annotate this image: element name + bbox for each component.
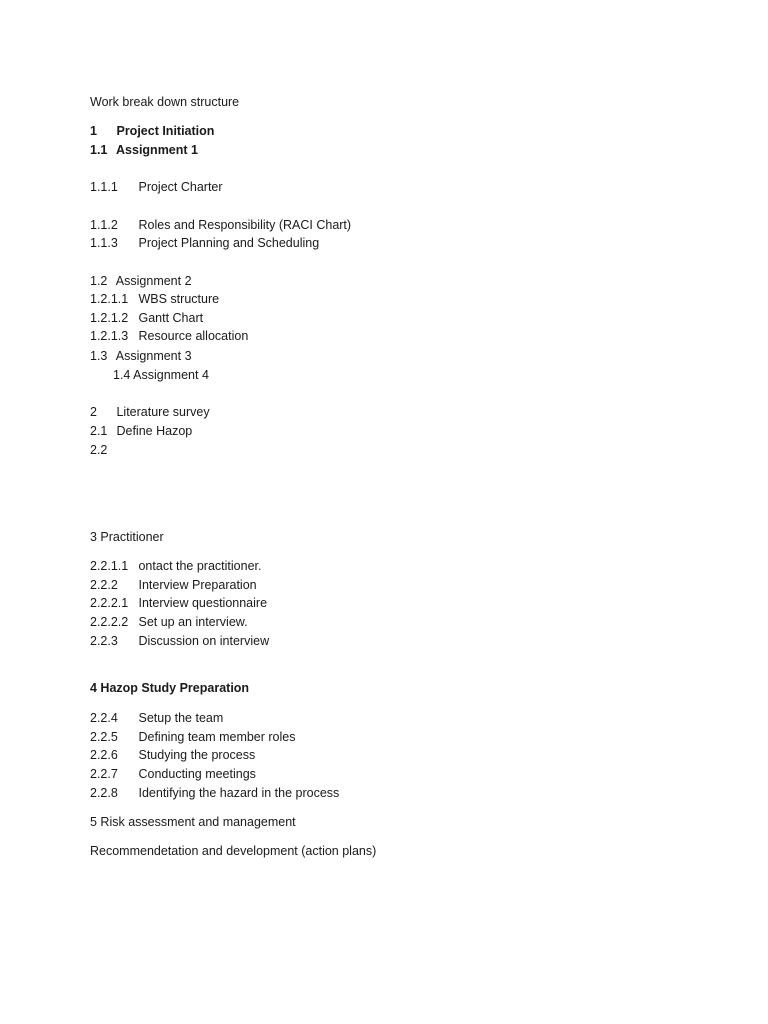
item-number: 1.2.1.2	[90, 311, 129, 325]
item-text: Setup the team	[138, 711, 224, 725]
item-number: 1.1.1	[90, 180, 118, 194]
item-text: Resource allocation	[138, 329, 249, 343]
heading-text: Project Initiation	[116, 124, 215, 138]
section-heading	[90, 529, 164, 545]
item-number: 2.2.2	[90, 578, 118, 592]
item-text: Discussion on interview	[138, 634, 270, 648]
item-number: 2.2.8	[90, 786, 118, 800]
list-item	[90, 235, 319, 251]
section-heading	[90, 680, 249, 696]
section-heading-text: Recommendetation and development (action plans)	[90, 844, 377, 858]
list-item	[90, 766, 256, 782]
item-text: Studying the process	[138, 748, 256, 762]
list-item	[113, 367, 209, 383]
section-heading-text: 4 Hazop Study Preparation	[90, 681, 250, 695]
list-item	[90, 710, 223, 726]
list-item	[90, 614, 248, 630]
item-text: Assignment 2	[115, 274, 192, 288]
item-number: 1.2.1.1	[90, 292, 129, 306]
list-item	[90, 273, 192, 289]
item-text: ontact the practitioner.	[138, 559, 262, 573]
list-item	[90, 785, 339, 801]
list-item	[90, 729, 296, 745]
list-item	[90, 217, 351, 233]
item-number: 2.1	[90, 424, 108, 438]
heading-number: 1.1	[90, 143, 108, 157]
list-item	[90, 404, 210, 420]
document-title: Work break down structure	[90, 95, 240, 109]
list-item	[90, 633, 269, 649]
item-number: 1.3	[90, 349, 108, 363]
item-text: Assignment 3	[115, 349, 192, 363]
section-heading	[90, 843, 376, 859]
list-item	[90, 328, 248, 344]
item-text: Project Planning and Scheduling	[138, 236, 320, 250]
item-number: 2.2.4	[90, 711, 118, 725]
heading-assignment-1	[90, 142, 198, 158]
heading-project-initiation	[90, 123, 214, 139]
item-text: Gantt Chart	[138, 311, 204, 325]
list-item	[90, 310, 203, 326]
item-text: WBS structure	[138, 292, 220, 306]
heading-text: Assignment 1	[116, 143, 198, 157]
list-item	[90, 558, 261, 574]
item-number: 2.2.2.1	[90, 596, 129, 610]
item-number: 2.2.7	[90, 767, 118, 781]
section-heading-text: 5 Risk assessment and management	[90, 815, 296, 829]
item-text: Define Hazop	[116, 424, 193, 438]
item-text: Set up an interview.	[138, 615, 248, 629]
item-number: 1.2	[90, 274, 108, 288]
item-text: Literature survey	[116, 405, 210, 419]
item-number: 1.2.1.3	[90, 329, 129, 343]
heading-number: 1	[90, 124, 97, 138]
item-number: 1.1.3	[90, 236, 118, 250]
section-heading-text: 3 Practitioner	[90, 530, 164, 544]
item-text: Defining team member roles	[138, 730, 296, 744]
list-item	[90, 179, 223, 195]
item-number: 2.2.3	[90, 634, 118, 648]
item-number: 2	[90, 405, 97, 419]
list-item	[90, 348, 192, 364]
item-text: Interview questionnaire	[138, 596, 268, 610]
item-text: Interview Preparation	[138, 578, 257, 592]
item-number: 2.2.2.2	[90, 615, 129, 629]
item-number: 2.2.5	[90, 730, 118, 744]
item-number: 2.2.6	[90, 748, 118, 762]
list-item	[90, 291, 219, 307]
item-text: Roles and Responsibility (RACI Chart)	[138, 218, 352, 232]
item-text: Identifying the hazard in the process	[138, 786, 340, 800]
item-number: 2.2	[90, 443, 108, 457]
list-item	[90, 577, 257, 593]
item-text: Conducting meetings	[138, 767, 256, 781]
item-text: Project Charter	[138, 180, 223, 194]
item-number: 1.1.2	[90, 218, 118, 232]
list-item	[90, 595, 267, 611]
list-item	[90, 747, 255, 763]
list-item	[90, 442, 113, 458]
section-heading	[90, 814, 296, 830]
item-text: 1.4 Assignment 4	[113, 368, 209, 382]
item-number: 2.2.1.1	[90, 559, 129, 573]
list-item	[90, 423, 192, 439]
